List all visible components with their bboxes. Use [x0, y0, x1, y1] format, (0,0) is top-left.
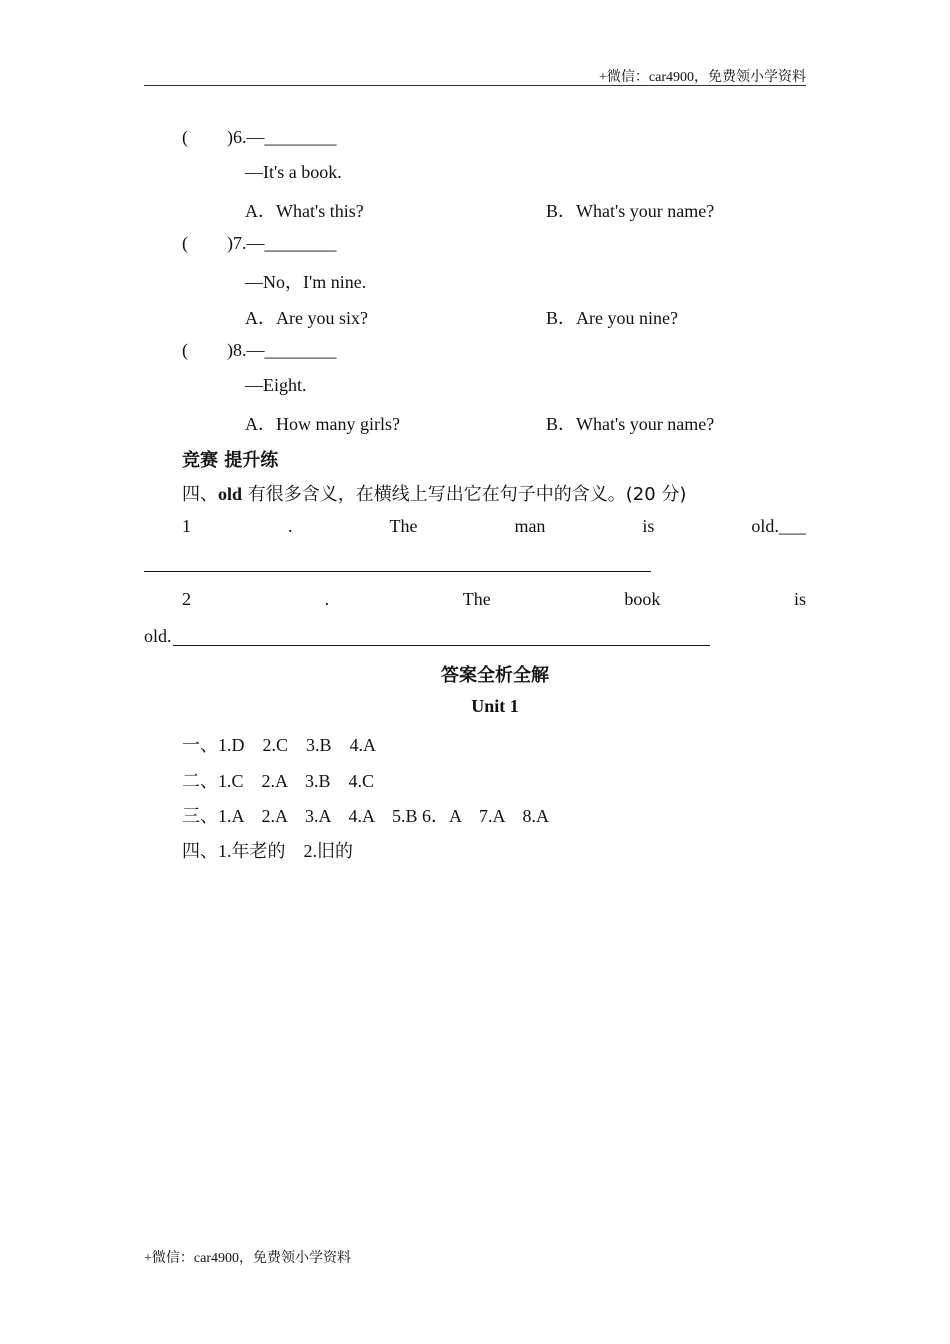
question-prompt: )6.—________ [227, 127, 337, 147]
answer-paren-open: ( [182, 340, 188, 360]
sentence-word: . [287, 516, 293, 536]
option-a: A．How many girls? [245, 414, 400, 434]
answer-paren-open: ( [182, 233, 188, 253]
part4-instruction [182, 480, 686, 506]
sentence-word: book [624, 589, 661, 609]
question-response: —Eight. [245, 375, 307, 395]
option-b: B．What's your name? [546, 414, 715, 434]
option-a: A．What's this? [245, 201, 364, 221]
sentence-word: is [793, 589, 806, 609]
part4-instruction-text: 有很多含义，在横线上写出它在句子中的含义。(20 分) [242, 484, 687, 505]
answer-line-4: 四、1.年老的 2.旧的 [182, 841, 353, 861]
sentence-word: 2 [182, 589, 191, 609]
option-a: A．Are you six? [245, 308, 368, 328]
page-header-text: +微信：car4900，免费领小学资料 [599, 70, 806, 85]
sentence-2 [182, 589, 806, 610]
sentence-word: The [389, 516, 418, 536]
part4-bold-word: old [218, 484, 243, 504]
question-response: —No，I'm nine. [245, 272, 367, 292]
answer-blank-line-1 [144, 571, 651, 572]
question-prompt: )8.—________ [227, 340, 337, 360]
sentence-word: The [462, 589, 491, 609]
answer-paren-open: ( [182, 127, 188, 147]
sentence-word: man [514, 516, 546, 536]
answer-line-3: 三、1.A 2.A 3.A 4.A 5.B 6．A 7.A 8.A [182, 806, 550, 826]
option-b: B．Are you nine? [546, 308, 678, 328]
answer-line-1: 一、1.D 2.C 3.B 4.A [182, 735, 377, 755]
sentence-word: . [324, 589, 330, 609]
answer-blank-line-2 [173, 645, 710, 646]
sentence-word: 1 [182, 516, 191, 536]
option-b: B．What's your name? [546, 201, 715, 221]
header-divider [144, 85, 806, 86]
answer-line-2: 二、1.C 2.A 3.B 4.C [182, 771, 375, 791]
section-title: 竞赛 提升练 [182, 450, 279, 471]
answers-title: 答案全析全解 [441, 665, 549, 686]
question-prompt: )7.—________ [227, 233, 337, 253]
page-footer-text: +微信：car4900，免费领小学资料 [144, 1251, 351, 1266]
sentence-2-tail: old. [144, 626, 172, 646]
sentence-1 [182, 516, 806, 537]
question-response: —It's a book. [245, 162, 342, 182]
sentence-word: is [642, 516, 655, 536]
unit-title: Unit 1 [471, 696, 519, 716]
sentence-word: old.___ [751, 516, 806, 536]
part4-prefix: 四、 [182, 484, 218, 505]
